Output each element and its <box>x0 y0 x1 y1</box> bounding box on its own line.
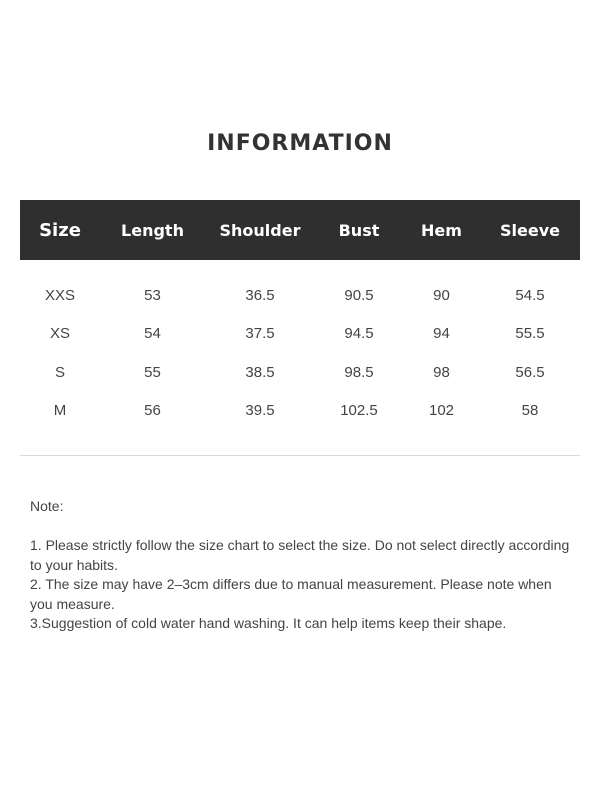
cell-shoulder: 39.5 <box>245 402 275 420</box>
cell-sleeve: 58 <box>521 402 539 420</box>
table-spacer <box>20 260 580 276</box>
cell-length: 53 <box>144 286 161 304</box>
table-row <box>20 353 580 392</box>
note-item: 1. Please strictly follow the size chart to select the size. Do not select directly according to your habits. <box>30 537 570 573</box>
notes-list <box>30 536 575 634</box>
cell-shoulder: 38.5 <box>245 363 275 381</box>
header-sleeve: Sleeve <box>500 220 560 240</box>
table-row <box>20 392 580 431</box>
cell-bust: 94.5 <box>344 325 374 343</box>
cell-size: XXS <box>44 286 75 304</box>
table-row <box>20 315 580 354</box>
cell-hem: 90 <box>433 286 450 304</box>
cell-sleeve: 55.5 <box>515 325 545 343</box>
section-divider <box>20 455 580 456</box>
cell-hem: 94 <box>433 325 450 343</box>
header-hem: Hem <box>421 220 462 240</box>
note-item: 2. The size may have 2–3cm differs due to manual measurement. Please note when you measure. <box>30 576 552 612</box>
note-label: Note: <box>30 498 64 514</box>
cell-bust: 102.5 <box>340 402 378 420</box>
table-row <box>20 276 580 315</box>
cell-size: S <box>54 363 65 381</box>
size-chart-table <box>20 200 580 430</box>
header-size: Size <box>39 219 81 241</box>
header-length: Length <box>121 220 184 240</box>
cell-size: M <box>53 402 67 420</box>
cell-bust: 90.5 <box>344 286 374 304</box>
cell-shoulder: 37.5 <box>245 325 275 343</box>
cell-bust: 98.5 <box>344 363 374 381</box>
cell-hem: 102 <box>428 402 455 420</box>
header-bust: Bust <box>338 220 380 240</box>
cell-shoulder: 36.5 <box>245 286 275 304</box>
cell-length: 54 <box>144 325 161 343</box>
cell-length: 55 <box>144 363 161 381</box>
cell-length: 56 <box>144 402 161 420</box>
cell-size: XS <box>49 325 70 343</box>
cell-hem: 98 <box>433 363 450 381</box>
header-shoulder: Shoulder <box>219 220 301 240</box>
page-title: INFORMATION <box>207 131 393 156</box>
cell-sleeve: 54.5 <box>515 286 545 304</box>
note-item: 3.Suggestion of cold water hand washing. It can help items keep their shape. <box>30 615 507 631</box>
cell-sleeve: 56.5 <box>515 363 545 381</box>
table-header-row <box>20 200 580 260</box>
